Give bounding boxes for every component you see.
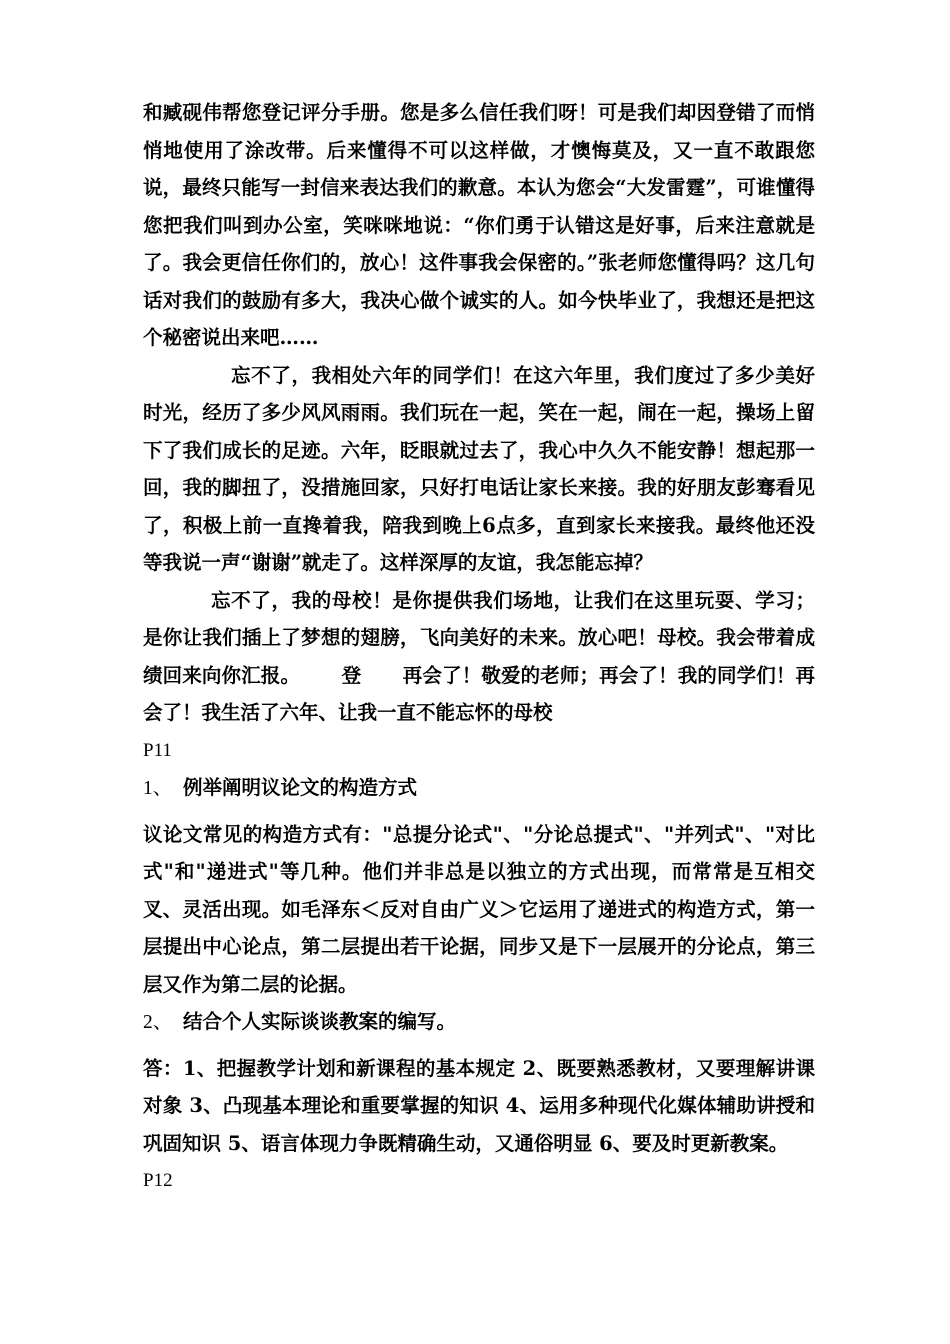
page-label-p12: P12 bbox=[143, 1170, 173, 1191]
letter-paragraph-school: 忘不了，我的母校！是你提供我们场地，让我们在这里玩耍、学习；是你让我们插上了梦想的翅膀，飞向美好的未来。放心吧！母校。我会带着成绩回来向你汇报。 登 再会了！敬爱的老师；再会了！我的同学们！再会了！我生活了六年、让我一直不能忘怀的母校 bbox=[143, 588, 815, 724]
question-1-text: 例举阐明议论文的构造方式 bbox=[183, 776, 418, 799]
letter-paragraph-teacher: 和臧砚伟帮您登记评分手册。您是多么信任我们呀！可是我们却因登错了而悄悄地使用了涂改带。后来懂得不可以这样做，才懊悔莫及，又一直不敢跟您说，最终只能写一封信来表达我们的歉意。本认为您会“大发雷霆”，可谁懂得您把我们叫到办公室，笑咪咪地说：“你们勇于认错这是好事，后来注意就是了。我会更信任你们的，放心！这件事我会保密的。”张老师您懂得吗？这几句话对我们的鼓励有多大，我决心做个诚实的人。如今快毕业了，我想还是把这个秘密说出来吧…… bbox=[143, 101, 815, 349]
answer-1: 议论文常见的构造方式有："总提分论式"、"分论总提式"、"并列式"、"对比式"和"递进式"等几种。他们并非总是以独立的方式出现，而常常是互相交叉、灵活出现。如毛泽东＜反对自由广义＞它运用了递进式的构造方式，第一层提出中心论点，第二层提出若干论据，同步又是下一层展开的分论点，第三层又作为第二层的论据。 bbox=[143, 822, 815, 996]
question-2-text: 结合个人实际谈谈教案的编写。 bbox=[183, 1010, 457, 1033]
page-label-p11: P11 bbox=[143, 739, 172, 761]
question-2-number: 2、 bbox=[143, 1012, 173, 1033]
question-2 bbox=[143, 1003, 815, 1042]
document-page bbox=[143, 94, 815, 1200]
question-1 bbox=[143, 769, 815, 808]
question-1-number: 1、 bbox=[143, 778, 173, 799]
letter-paragraph-classmates: 忘不了，我相处六年的同学们！在这六年里，我们度过了多少美好时光，经历了多少风风雨雨。我们玩在一起，笑在一起，闹在一起，操场上留下了我们成长的足迹。六年，眨眼就过去了，我心中久久不能安静！想起那一回，我的脚扭了，没措施回家，只好打电话让家长来接。我的好朋友彭骞看见了，积极上前一直搀着我，陪我到晚上6点多，直到家长来接我。最终他还没等我说一声“谢谢”就走了。这样深厚的友谊，我怎能忘掉？ bbox=[143, 363, 815, 574]
answer-2: 答：1、把握教学计划和新课程的基本规定 2、既要熟悉教材，又要理解讲课对象 3、凸现基本理论和重要掌握的知识 4、运用多种现代化媒体辅助讲授和巩固知识 5、语言体现力争既精确生动，又通俗明显 6、要及时更新教案。 bbox=[143, 1056, 815, 1155]
